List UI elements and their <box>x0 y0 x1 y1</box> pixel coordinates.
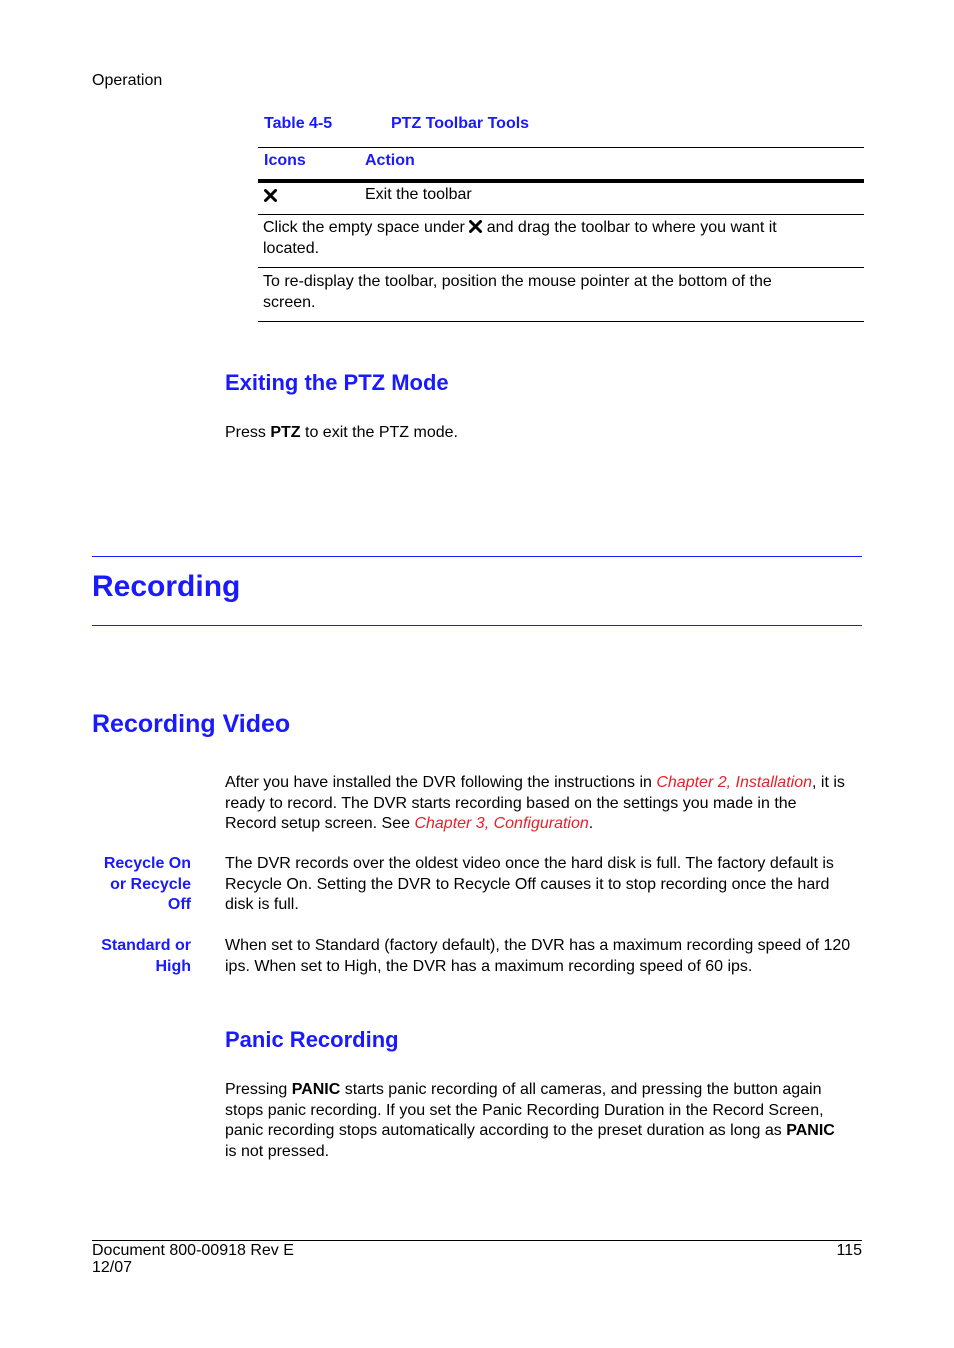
table-header-action: Action <box>365 152 415 169</box>
chapter-rule-bottom <box>92 625 862 626</box>
recycle-paragraph <box>225 854 865 916</box>
paragraph-text: starts panic recording of all cameras, and pressing the button again <box>340 1081 822 1098</box>
paragraph-text: Record setup screen. See <box>225 815 415 832</box>
table-note-text: located. <box>263 239 320 257</box>
table-row-rule <box>258 267 864 268</box>
table-bottom-rule <box>258 321 864 322</box>
paragraph-text: Pressing <box>225 1081 292 1098</box>
paragraph-text: The DVR records over the oldest video once the hard disk is full. The factory default is <box>225 855 834 872</box>
table-caption-title: PTZ Toolbar Tools <box>391 115 530 132</box>
section-heading-panic-recording: Panic Recording <box>225 1027 399 1052</box>
paragraph-text: ready to record. The DVR starts recording based on the settings you made in the <box>225 794 797 812</box>
chapter-title: Recording <box>92 570 241 603</box>
paragraph-text: Recycle On. Setting the DVR to Recycle Off causes it to stop recording once the hard <box>225 875 830 893</box>
paragraph-text: ips. When set to High, the DVR has a maximum recording speed of 60 ips. <box>225 957 753 975</box>
table-top-rule <box>258 147 864 148</box>
exiting-paragraph <box>225 423 458 444</box>
paragraph-text: After you have installed the DVR following the instructions in <box>225 774 657 791</box>
paragraph-bold: PANIC <box>291 1081 341 1098</box>
paragraph-bold: PTZ <box>270 424 301 441</box>
table-row-rule <box>258 214 864 215</box>
paragraph-text: stops panic recording. If you set the Panic Recording Duration in the Record Screen, <box>225 1101 824 1119</box>
paragraph-text: disk is full. <box>225 896 299 913</box>
footer-date: 12/07 <box>92 1259 133 1276</box>
table-note-text: and drag the toolbar to where you want it <box>486 219 777 236</box>
table-note-text: screen. <box>263 293 316 311</box>
table-row <box>263 272 863 313</box>
side-label-text: High <box>155 957 191 975</box>
running-header: Operation <box>92 72 163 89</box>
x-close-icon <box>469 220 482 233</box>
side-label-recycle <box>71 854 191 916</box>
footer-document-number: Document 800-00918 Rev E <box>92 1242 294 1259</box>
paragraph-text: panic recording stops automatically according to the preset duration as long as <box>225 1122 787 1139</box>
panic-paragraph <box>225 1080 865 1162</box>
section-heading-exiting-ptz: Exiting the PTZ Mode <box>225 370 449 395</box>
paragraph-text: , it is <box>812 774 845 791</box>
table-caption-number: Table 4-5 <box>264 115 333 132</box>
side-label-text: Recycle On <box>103 855 191 872</box>
table-note-text: To re-display the toolbar, position the mouse pointer at the bottom of the <box>263 273 772 290</box>
side-label-standard-high <box>71 936 191 977</box>
side-label-text: or Recycle <box>110 875 191 893</box>
table-row <box>263 218 863 259</box>
paragraph-text: is not pressed. <box>225 1142 330 1160</box>
recording-intro-paragraph <box>225 773 865 835</box>
standard-high-paragraph <box>225 936 865 977</box>
side-label-text: Standard or <box>101 937 191 954</box>
footer-page-number: 115 <box>836 1242 862 1259</box>
link-chapter-3-configuration[interactable]: Chapter 3, Configuration <box>414 815 589 832</box>
paragraph-text: to exit the PTZ mode. <box>300 424 458 441</box>
table-note-text: Click the empty space under <box>263 219 465 236</box>
table-cell-action: Exit the toolbar <box>365 186 472 203</box>
section-heading-recording-video: Recording Video <box>92 710 291 738</box>
paragraph-text: Press <box>225 424 271 441</box>
paragraph-text: When set to Standard (factory default), the DVR has a maximum recording speed of 120 <box>225 937 851 954</box>
table-header-rule <box>258 179 864 183</box>
chapter-rule-top <box>92 556 862 557</box>
paragraph-text: . <box>588 815 594 832</box>
link-chapter-2-installation[interactable]: Chapter 2, Installation <box>656 774 812 791</box>
table-header-icons: Icons <box>264 152 306 169</box>
side-label-text: Off <box>167 896 191 913</box>
x-close-icon <box>264 189 277 202</box>
paragraph-bold: PANIC <box>786 1122 835 1139</box>
